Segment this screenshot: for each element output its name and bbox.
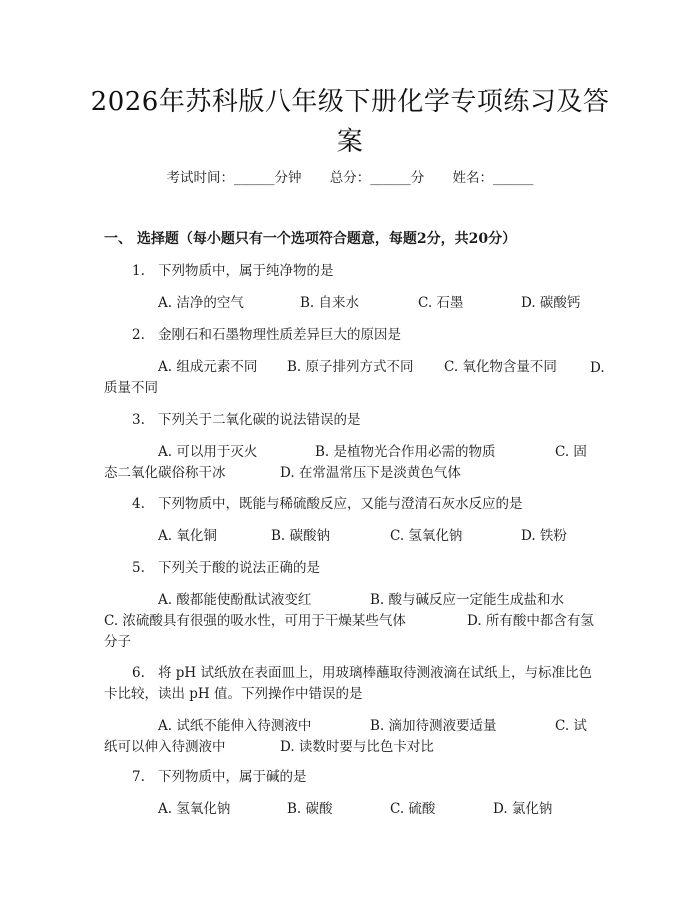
question-7 [132,767,307,787]
option-d: D. 氯化钠 [493,801,553,817]
section-heading: 一、 选择题（每小题只有一个选项符合题意，每题2分，共20分） [104,231,517,247]
question-5 [132,558,320,578]
question-stem: 下列关于酸的说法正确的是 [158,560,320,576]
option-b: B. 是植物光合作用必需的物质 [315,444,496,460]
question-stem: 下列关于二氧化碳的说法错误的是 [158,412,361,428]
question-1-options [158,293,618,313]
option-b: B. 原子排列方式不同 [287,359,414,375]
option-c: C. 浓硫酸具有很强的吸水性，可用于干燥某些气体 [104,613,406,629]
option-d-label: D. [590,360,605,376]
question-stem: 下列物质中，属于碱的是 [158,769,307,785]
question-2 [132,325,401,345]
question-number: 2. [132,327,145,343]
question-2-option-d [104,354,604,400]
question-number: 3. [132,412,145,428]
option-a: A. 酸都能使酚酞试液变红 [158,592,312,608]
question-number: 6. [132,665,145,681]
option-c: C. 氧化物含量不同 [444,359,557,375]
option-c-cont: 态二氧化碳俗称干冰 [104,465,226,481]
option-b: B. 碳酸 [287,801,333,817]
question-3-options-line1 [158,442,618,462]
question-stem-line1: 将 pH 试纸放在表面皿上，用玻璃棒蘸取待测液滴在试纸上，与标准比色 [158,665,592,681]
total-score-field: 总分：______分 [329,170,425,186]
option-d: D. 读数时要与比色卡对比 [280,739,434,755]
option-a: A. 可以用于灭火 [158,444,258,460]
document-title: 2026年苏科版八年级下册化学专项练习及答案 [90,87,610,157]
option-a: A. 组成元素不同 [158,359,258,375]
option-b: B. 酸与碱反应一定能生成盐和水 [370,592,565,608]
option-d: D. 在常温常压下是淡黄色气体 [280,465,461,481]
question-6-options-line1 [158,716,618,736]
question-5-option-d-cont: 分子 [104,634,131,650]
option-d-start: D. 所有酸中都含有氢 [467,613,594,629]
option-a: A. 试纸不能伸入待测液中 [158,718,312,734]
option-b: B. 滴加待测液要适量 [370,718,497,734]
question-3-options-line2 [104,463,624,483]
question-6-stem-line2: 卡比较，读出 pH 值。下列操作中错误的是 [104,686,363,702]
question-stem: 金刚石和石墨物理性质差异巨大的原因是 [158,327,401,343]
student-name-field: 姓名：______ [452,170,534,186]
exam-time-field: 考试时间：______分钟 [166,170,302,186]
question-number: 4. [132,496,145,512]
question-stem: 下列物质中，既能与稀硫酸反应，又能与澄清石灰水反应的是 [158,496,523,512]
question-1 [132,261,334,281]
question-stem: 下列物质中，属于纯净物的是 [158,263,334,279]
question-7-options [158,799,618,819]
question-6 [132,662,612,684]
option-a: A. 氧化铜 [158,528,217,544]
option-c-start: C. 试 [555,718,587,734]
option-c: C. 石墨 [418,295,464,311]
question-4-options [158,526,618,546]
option-d: D. 铁粉 [521,528,567,544]
option-c: C. 氢氧化钠 [390,528,463,544]
question-3 [132,410,361,430]
option-b: B. 自来水 [300,295,360,311]
question-number: 7. [132,769,145,785]
exam-info [0,168,700,188]
option-c-start: C. 固 [555,444,587,460]
question-number: 1. [132,263,145,279]
question-4 [132,494,523,514]
question-5-options-line1 [158,590,618,610]
question-6-options-line2 [104,737,624,757]
option-a: A. 洁净的空气 [158,295,244,311]
option-a: A. 氢氧化钠 [158,801,231,817]
option-c-cont: 纸可以伸入待测液中 [104,739,226,755]
option-c: C. 硫酸 [390,801,436,817]
question-2-option-d-text: 质量不同 [104,380,158,396]
question-5-options-line2 [104,611,624,631]
question-number: 5. [132,560,145,576]
option-b: B. 碳酸钠 [271,528,331,544]
option-d: D. 碳酸钙 [521,295,581,311]
